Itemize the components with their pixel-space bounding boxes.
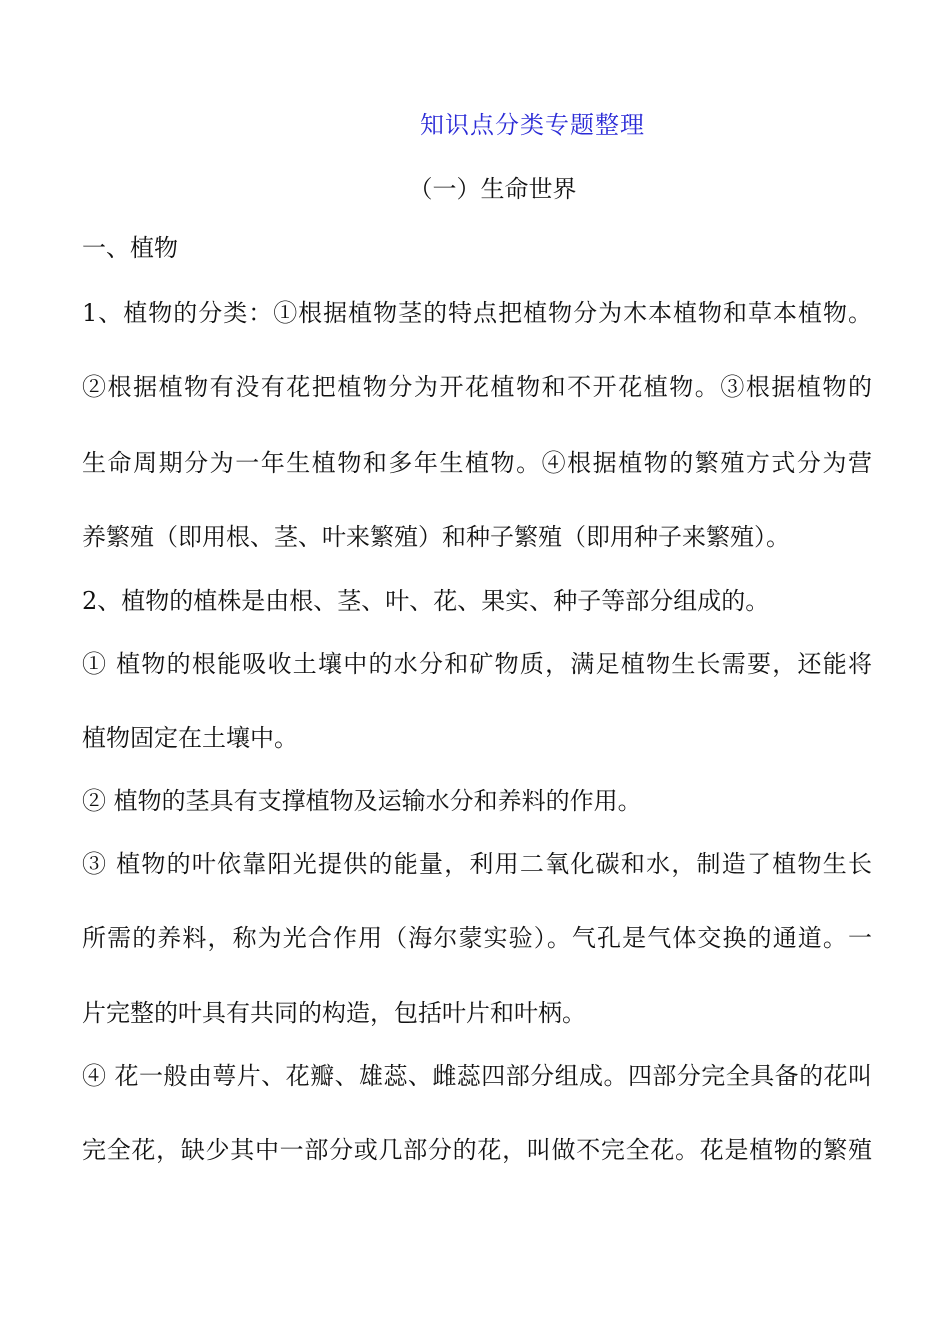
- paragraph-line: ② 植物的茎具有支撑植物及运输水分和养料的作用。: [82, 787, 642, 815]
- paragraph-line: 所需的养料，称为光合作用（海尔蒙实验）。气孔是气体交换的通道。一: [82, 924, 872, 952]
- paragraph-line: 生命周期分为一年生植物和多年生植物。④根据植物的繁殖方式分为营: [82, 449, 872, 477]
- paragraph-line: 植物固定在土壤中。: [82, 724, 298, 752]
- paragraph-line: ③ 植物的叶依靠阳光提供的能量，利用二氧化碳和水，制造了植物生长: [82, 850, 872, 878]
- paragraph-line: ④ 花一般由萼片、花瓣、雄蕊、雌蕊四部分组成。四部分完全具备的花叫: [82, 1062, 872, 1090]
- paragraph-line: 完全花，缺少其中一部分或几部分的花，叫做不完全花。花是植物的繁殖: [82, 1136, 872, 1164]
- paragraph-line: 2、植物的植株是由根、茎、叶、花、果实、种子等部分组成的。: [82, 587, 770, 615]
- section-subtitle: （一）生命世界: [408, 175, 577, 203]
- heading-plants: 一、植物: [82, 234, 178, 262]
- document-title: 知识点分类专题整理: [420, 111, 645, 139]
- paragraph-line: ① 植物的根能吸收土壤中的水分和矿物质，满足植物生长需要，还能将: [82, 650, 872, 678]
- paragraph-line: 养繁殖（即用根、茎、叶来繁殖）和种子繁殖（即用种子来繁殖）。: [82, 523, 790, 551]
- paragraph-line: ②根据植物有没有花把植物分为开花植物和不开花植物。③根据植物的: [82, 373, 872, 401]
- paragraph-line: 片完整的叶具有共同的构造，包括叶片和叶柄。: [82, 999, 586, 1027]
- paragraph-line: 1、植物的分类：①根据植物茎的特点把植物分为木本植物和草本植物。: [82, 299, 872, 327]
